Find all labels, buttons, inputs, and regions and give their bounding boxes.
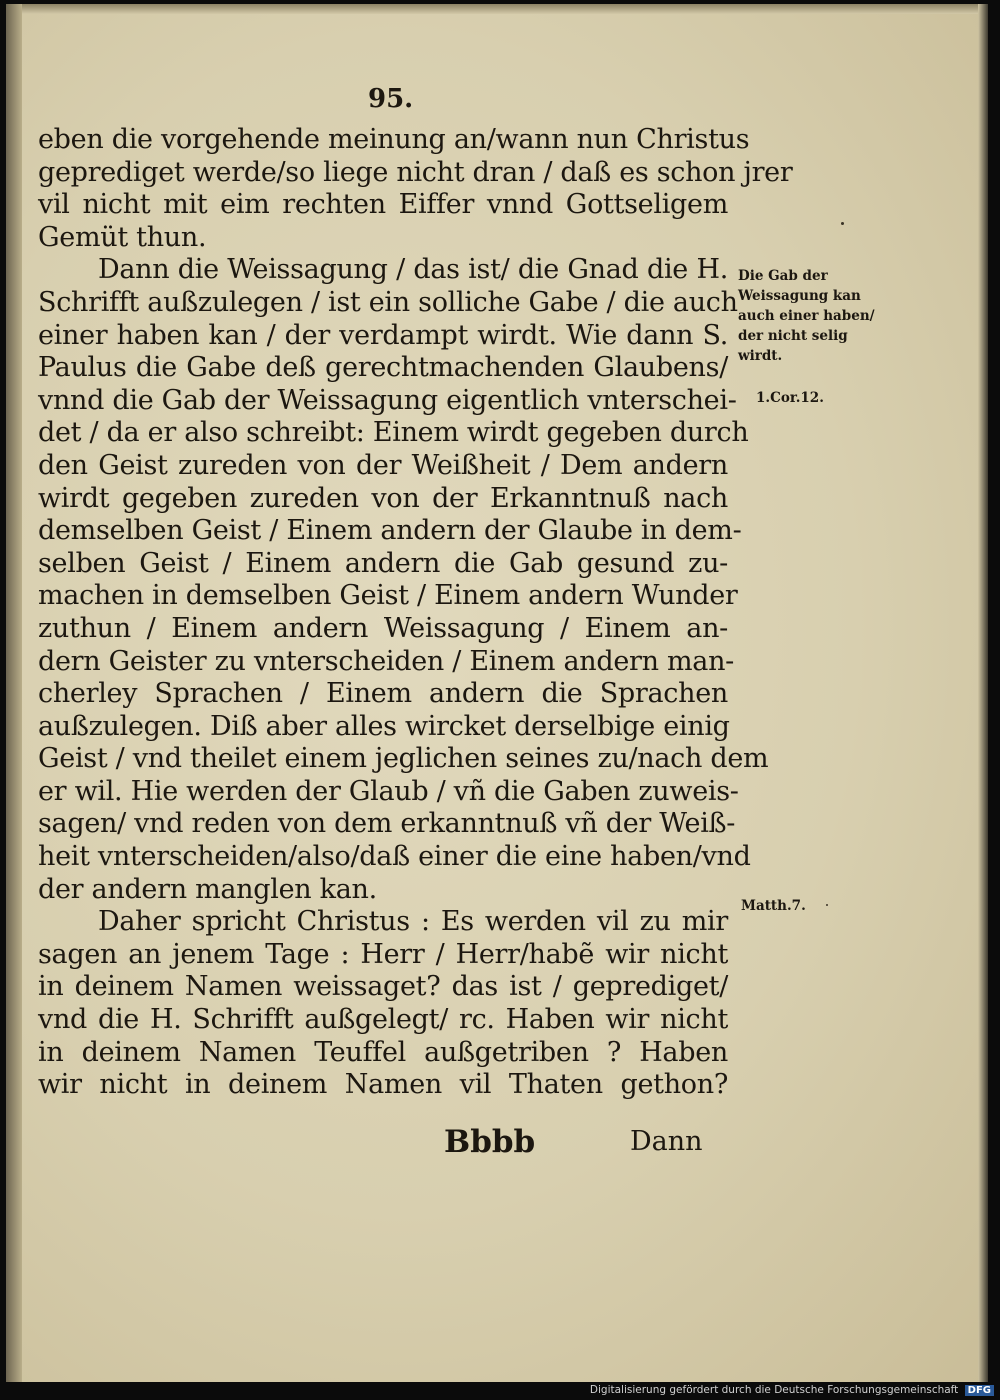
text-line: cherley Sprachen / Einem andern die Sprachen — [38, 678, 728, 710]
text-line: machen in demselben Geist / Einem andern Wunder — [38, 580, 738, 612]
text-line: Dann die Weissagung / das ist/ die Gnad die H. — [98, 254, 728, 286]
text-line: Paulus die Gabe deß gerechtmachenden Glaubens/ — [38, 352, 728, 384]
page-number: 95. — [368, 84, 414, 114]
text-line: eben die vorgehende meinung an/wann nun Christus — [38, 124, 750, 155]
text-line: einer haben kan / der verdampt wirdt. Wie dann S. — [38, 319, 728, 351]
book-page — [6, 4, 988, 1382]
margin-note-reference-matthew — [741, 896, 906, 916]
dfg-logo: DFG — [965, 1385, 994, 1396]
text-line: wirdt gegeben zureden von der Erkanntnuß nach — [38, 482, 728, 514]
margin-note-line: der nicht selig — [738, 328, 848, 344]
signature-mark: Bbbb — [444, 1124, 536, 1160]
text-line: det / da er also schreibt: Einem wirdt gegeben durch — [38, 417, 749, 449]
text-line: vil nicht mit eim rechten Eiffer vnnd Gottseligem — [38, 189, 728, 221]
text-line: selben Geist / Einem andern die Gab gesund zu- — [38, 547, 728, 579]
text-line: dern Geister zu vnterscheiden / Einem andern man- — [38, 645, 735, 677]
text-line: zuthun / Einem andern Weissagung / Einem an- — [38, 612, 728, 644]
catchword: Dann — [630, 1126, 703, 1157]
margin-note-line: wirdt. — [738, 348, 783, 364]
text-line: er wil. Hie werden der Glaub / vñ die Gaben zuweis- — [38, 775, 739, 807]
text-line: in deinem Namen Teuffel außgetriben ? Haben — [38, 1036, 728, 1068]
margin-note-line: Weissagung kan — [738, 288, 861, 304]
text-line: Schrifft außzulegen / ist ein solliche Gabe / die auch — [38, 286, 738, 318]
margin-note-line: Die Gab der — [738, 268, 828, 284]
text-line: wir nicht in deinem Namen vil Thaten gethon? — [38, 1069, 728, 1101]
text-line: vnd die H. Schrifft außgelegt/ rc. Haben wir nicht — [38, 1004, 728, 1036]
margin-note-line: Matth.7. — [741, 898, 806, 914]
text-line: Gemüt thun. — [38, 221, 207, 253]
page-edge-top — [6, 4, 988, 14]
page-edge-left — [6, 4, 22, 1382]
text-line: heit vnterscheiden/also/daß einer die eine haben/vnd — [38, 841, 751, 873]
text-line: außzulegen. Diß aber alles wircket derselbige einig — [38, 710, 730, 742]
text-line: geprediget werde/so liege nicht dran / daß es schon jrer — [38, 156, 793, 188]
text-line: den Geist zureden von der Weißheit / Dem andern — [38, 449, 728, 481]
text-line: sagen/ vnd reden von dem erkanntnuß vñ der Weiß- — [38, 808, 736, 840]
text-line: Geist / vnd theilet einem jeglichen seines zu/nach dem — [38, 743, 769, 775]
page-edge-right — [978, 4, 988, 1382]
digitization-footer — [590, 1384, 994, 1396]
text-line: in deinem Namen weissaget? das ist / geprediget/ — [38, 971, 728, 1003]
text-line: vnnd die Gab der Weissagung eigentlich vnterschei- — [38, 384, 737, 416]
ink-fleck — [841, 222, 844, 225]
margin-note-line: auch einer haben/ — [738, 308, 875, 324]
margin-note-line: 1.Cor.12. — [756, 390, 824, 406]
text-line: der andern manglen kan. — [38, 873, 377, 905]
text-line: Daher spricht Christus : Es werden vil zu mir — [98, 906, 728, 938]
footer-text: Digitalisierung gefördert durch die Deutsche Forschungsgemeinschaft — [589, 1384, 959, 1396]
margin-note-reference-corinthians — [756, 388, 921, 408]
margin-note-gift-of-prophecy — [738, 266, 903, 366]
text-line: demselben Geist / Einem andern der Glaube in dem- — [38, 515, 742, 547]
text-line: sagen an jenem Tage : Herr / Herr/habẽ wir nicht — [38, 938, 728, 970]
